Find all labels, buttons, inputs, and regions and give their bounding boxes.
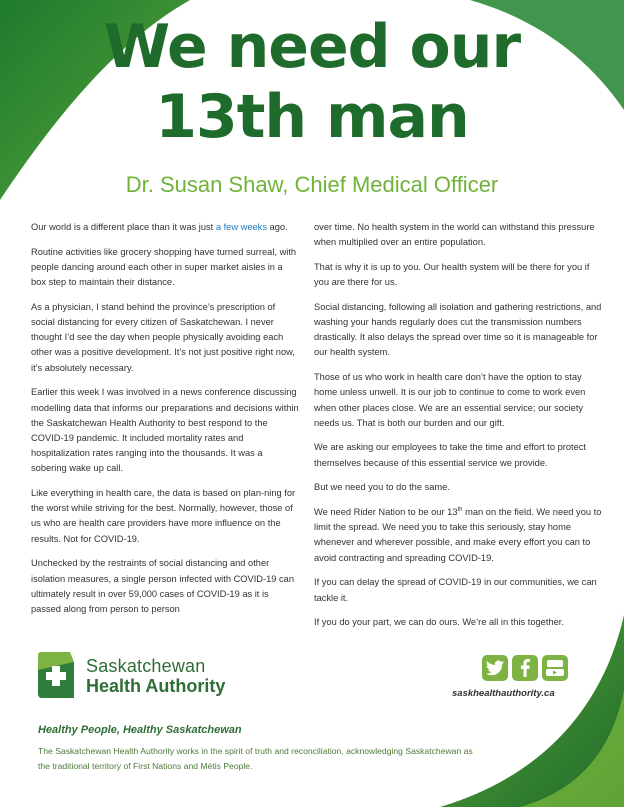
health-cross-icon — [38, 652, 74, 698]
youtube-icon[interactable] — [542, 655, 568, 681]
headline-line-1: We need our — [103, 12, 521, 82]
paragraph: That is why it is up to you. Our health system will be there for you if you are there for us. — [314, 261, 590, 288]
paragraph: Like everything in health care, the data is based on plan-ning for the worst while striving for the best. Normally, however, those of us who are health care providers have more influence on the results. Not for COVID-19. — [31, 488, 296, 544]
article-left-column — [31, 220, 299, 627]
facebook-icon[interactable] — [512, 655, 538, 681]
paragraph: Those of us who work in health care don’t have the option to stay home unless unwell. It is our job to continue to come to work even when other places close. We are an essential service; our society needs us. That is both our burden and our gift. — [314, 372, 586, 428]
paragraph: Our world is a different place than it was just a few weeks ago. — [31, 222, 288, 232]
paragraph: over time. No health system in the world can withstand this pressure when multiplied over an entire population. — [314, 222, 595, 248]
land-acknowledgement: The Saskatchewan Health Authority works in the spirit of truth and reconciliation, acknowledging Saskatchewan as the traditional territory of First Nations and Métis People. — [38, 746, 473, 771]
paragraph: But we need you to do the same. — [314, 482, 450, 493]
sha-logo — [38, 650, 238, 702]
byline: Dr. Susan Shaw, Chief Medical Officer — [125, 172, 499, 197]
headline-line-2: 13th man — [155, 82, 469, 152]
logo-text-saskatchewan: Saskatchewan — [86, 656, 206, 676]
slogan: Healthy People, Healthy Saskatchewan — [38, 724, 242, 736]
paragraph: Routine activities like grocery shopping have turned surreal, with people dancing around each other in super market aisles in a box step to maintain their distance. — [31, 246, 297, 288]
social-icons — [482, 655, 568, 681]
article-right-column — [314, 220, 604, 640]
few-weeks-link[interactable]: a few weeks — [215, 222, 267, 232]
paragraph: If you can delay the spread of COVID-19 in our communities, we can tackle it. — [314, 577, 597, 603]
paragraph: If you do your part, we can do ours. We’re all in this together. — [314, 617, 564, 628]
paragraph: We are asking our employees to take the time and effort to protect themselves because of this essential service we provide. — [314, 442, 586, 468]
website-link[interactable]: saskhealthauthority.ca — [452, 688, 555, 699]
logo-text-health-authority: Health Authority — [86, 676, 226, 696]
twitter-icon[interactable] — [482, 655, 508, 681]
paragraph: Social distancing, following all isolation and gathering restrictions, and washing your hands regularly does cut the transmission numbers drastically. It also delays the spread over time so it is manageable for our health system. — [314, 301, 602, 358]
paragraph: As a physician, I stand behind the province’s prescription of social distancing for every citizen of Saskatchewan. I never thought I’d see the day when people physically avoiding each other was a positive development. It’s not just positive right now, it’s absolutely necessary. — [31, 301, 295, 373]
paragraph: We need Rider Nation to be our 13th man on the field. We need you to limit the spread. We need you to take this seriously, stay home whenever and wherever possible, and make every effort you can to avoid contracting and spreading COVID-19. — [314, 506, 602, 563]
paragraph: Unchecked by the restraints of social distancing and other isolation measures, a single person infected with COVID-19 can ultimately result in over 59,000 cases of COVID-19 as it is passed along from person to person — [31, 558, 295, 614]
paragraph: Earlier this week I was involved in a news conference discussing modelling data that informs our preparations and decisions within the Saskatchewan Health Authority to best respond to the COVID-19 pandemic. It included mortality rates and hospitalization rates ranging into the thousands. It was a sobering wake up call. — [31, 387, 299, 474]
